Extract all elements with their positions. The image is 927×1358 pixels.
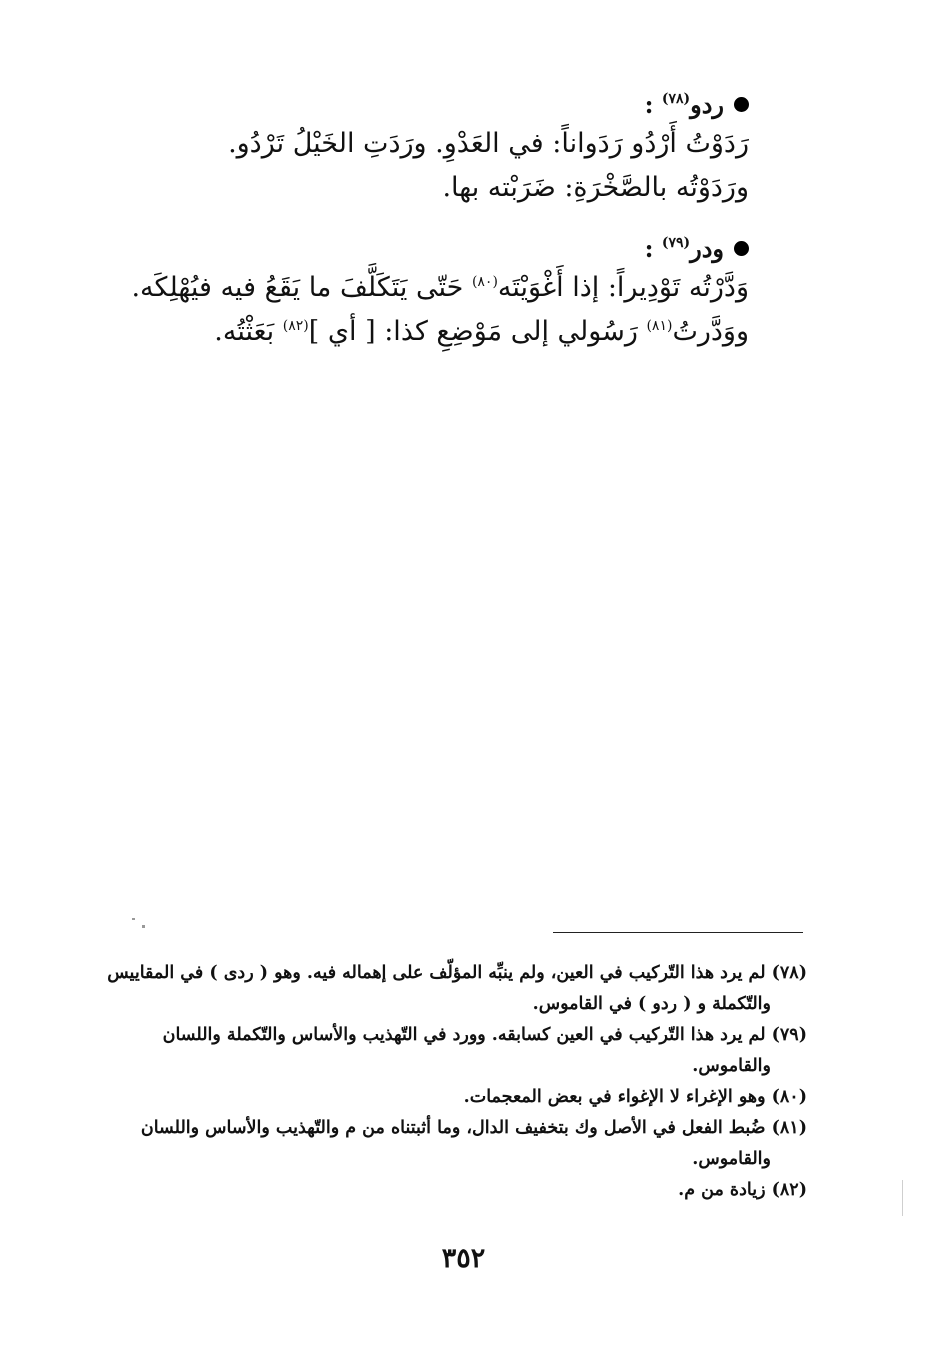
entry-heading [169, 232, 749, 266]
entry-text-line [169, 310, 749, 354]
footnote-78: (٧٨) لم يرد هذا التّركيب في العين، ولم ينبِّه المؤلّف على إهماله فيه. وهو ( ردى ) في المقاييس [107, 963, 807, 983]
footnote-ref: (٨١) [646, 318, 673, 334]
footnote-ref: (٧٨) [661, 91, 691, 107]
scan-speck [142, 925, 145, 928]
footnote-separator [553, 932, 803, 933]
footnote-81: (٨١) ضُبط الفعل في الأصل وك بتخفيف الدال، وما أثبتناه من م والتّهذيب والأساس واللسان [140, 1118, 807, 1138]
footnote-continuation: والتّكملة و ( ردو ) في القاموس. [532, 994, 771, 1014]
footnotes [87, 958, 807, 1206]
bullet-icon [734, 97, 749, 112]
entry-text-line: ورَدَوْتُه بالصَّخْرَةِ: ضَرَبْته بها. [442, 172, 749, 203]
footnote-ref: (٨٠) [471, 274, 498, 290]
entry-headword: ردو [690, 90, 724, 119]
scan-speck [132, 918, 135, 920]
entry-heading [169, 88, 749, 122]
entry-headword: ودر [690, 234, 724, 263]
footnote-ref: (٨٢) [282, 318, 309, 334]
entry-text-line: رَدَوْتُ أَرْدُو رَدَواناً: في العَدْوِ. ورَدَتِ الخَيْلُ تَرْدُو. [228, 128, 749, 159]
footnote-continuation: والقاموس. [692, 1149, 771, 1169]
footnote-ref: (٧٩) [661, 235, 691, 251]
bullet-icon [734, 241, 749, 256]
heading-colon: : [644, 234, 654, 263]
page-number: ٣٥٢ [441, 1243, 486, 1274]
entry-text-line [131, 266, 749, 310]
entry-text-segment: وَدَّرْتُه تَوْدِيراً: إذا أَغْوَيْتَه [497, 272, 749, 303]
entry-text-segment: بَعَثْتُه. [214, 316, 283, 347]
entry-text-segment: رَسُولي إلى مَوْضِعِ كذا: [ أي ] [308, 316, 647, 347]
dictionary-entry-rdw [169, 88, 749, 210]
scan-speck [902, 1180, 903, 1216]
dictionary-entry-wdr [131, 232, 749, 354]
entry-text-segment: حَتّى يَتَكَلَّفَ ما يَقَعُ فيه فيُهْلِكَه. [131, 272, 472, 303]
footnote-80: (٨٠) وهو الإغراء لا الإغواء في بعض المعجمات. [463, 1087, 807, 1107]
footnote-82: (٨٢) زيادة من م. [678, 1180, 807, 1200]
heading-colon: : [644, 90, 654, 119]
footnote-continuation: والقاموس. [692, 1056, 771, 1076]
entry-text-segment: ووَدَّرتُ [672, 316, 749, 347]
footnote-79: (٧٩) لم يرد هذا التّركيب في العين كسابقه. وورد في التّهذيب والأساس والتّكملة واللسان [162, 1025, 807, 1045]
